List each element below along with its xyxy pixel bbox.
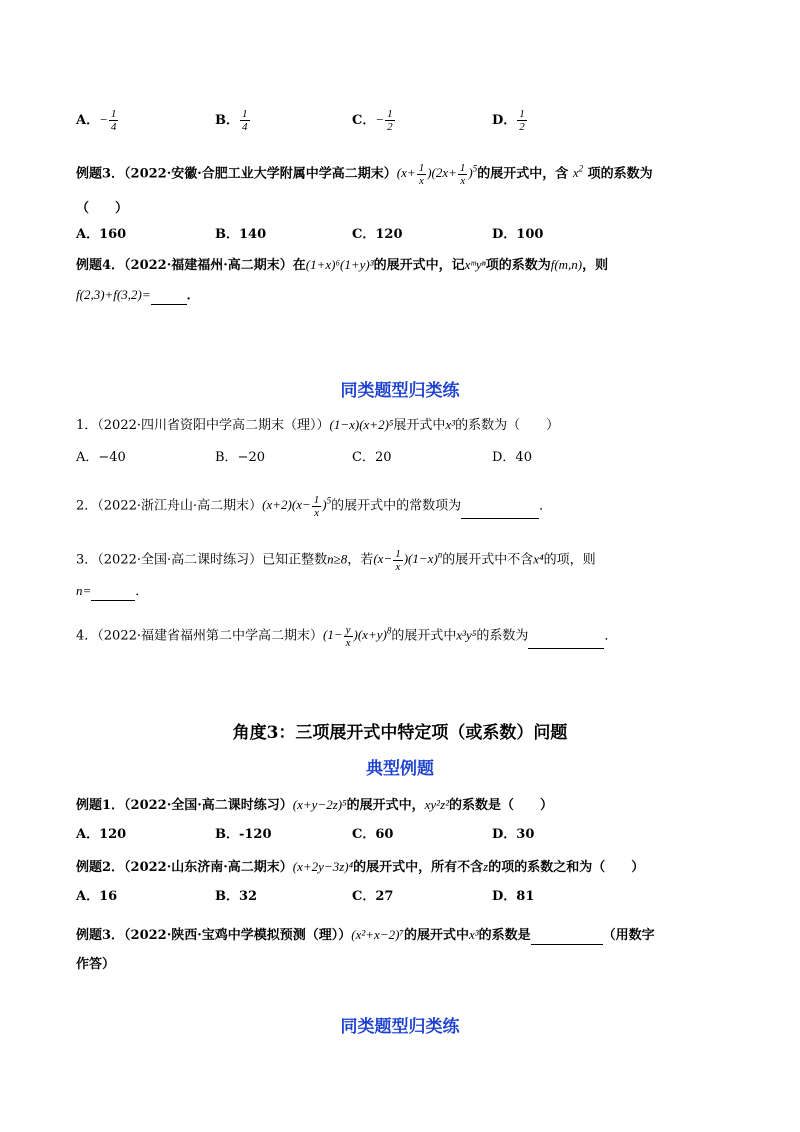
e1-question: 例题1．（2022·全国·高二课时练习）(x+y−2z)⁵的展开式中，xy²z²的系数是（ ） <box>76 797 554 813</box>
ex3-option-c: C．120 <box>352 227 403 242</box>
p1-option-c: C．20 <box>352 450 392 465</box>
e2-option-a: A．16 <box>76 889 118 904</box>
p1-option-b: B．−20 <box>215 450 265 465</box>
e3-question: 例题3．（2022·陕西·宝鸡中学模拟预测（理））(x²+x−2)⁷的展开式中x³的系数是 （用数字 <box>76 927 655 943</box>
section-heading-angle-3: 角度3：三项展开式中特定项（或系数）问题 <box>232 723 568 743</box>
practice-1-question: 1．（2022·四川省资阳中学高二期末（理））(1−x)(x+2)⁵展开式中x³的系数为（ ） <box>76 417 560 433</box>
e2-question: 例题2．（2022·山东济南·高二期末）(x+2y−3z)⁴的展开式中，所有不含z的项的系数之和为（ ） <box>76 859 645 875</box>
example-3-question: 例题3．（2022·安徽·合肥工业大学附属中学高二期末）(x+ $\frac{1}{x}$ )(2x+ $\frac{1}{x}$ )$^5$的展开式中，含 $x^2$ 项的系数为 <box>76 161 653 187</box>
section-heading-typical-examples: 典型例题 <box>366 759 434 779</box>
option-b: B． $\frac{1}{4}$ <box>215 108 248 133</box>
p1-option-d: D．40 <box>492 450 532 465</box>
option-d: D． $\frac{1}{2}$ <box>492 108 525 133</box>
ex3-option-d: D．100 <box>492 227 544 242</box>
e2-option-b: B．32 <box>215 889 258 904</box>
e2-option-d: D．81 <box>492 889 535 904</box>
example-4-line2: f(2,3)+f(3,2)= ． <box>76 287 200 303</box>
option-a: A．− $\frac{1}{4}$ <box>76 108 117 133</box>
e3-line2: 作答） <box>76 957 116 972</box>
e1-option-a: A．120 <box>76 827 127 842</box>
practice-2-question: 2．（2022·浙江舟山·高二期末）(x+2)(x− $\frac{1}{x}$ )$^5$的展开式中的常数项为 ． <box>76 493 553 519</box>
ex3-option-b: B．140 <box>215 227 267 242</box>
section-heading-practice-2: 同类题型归类练 <box>340 1017 460 1037</box>
p1-option-a: A．−40 <box>76 450 126 465</box>
example-4-question: 例题4．（2022·福建福州·高二期末）在(1+x)⁶(1+y)³的展开式中，记xᵐyⁿ项的系数为f(m,n)，则 <box>76 257 609 273</box>
practice-3-question: 3．（2022·全国·高二课时练习）已知正整数n≥8，若(x− $\frac{1}{x}$ )$(1-x)^n$的展开式中不含x⁴的项，则 <box>76 547 596 573</box>
section-heading-practice: 同类题型归类练 <box>340 381 460 401</box>
option-c: C．− $\frac{1}{2}$ <box>352 108 393 133</box>
ex3-option-a: A．160 <box>76 227 127 242</box>
practice-4-question: 4．（2022·福建省福州第二中学高二期末）(1− $\frac{y}{x}$ )$(x+y)^8$的展开式中x³y⁵的系数为 ． <box>76 623 618 649</box>
e1-option-c: C．60 <box>352 827 394 842</box>
e2-option-c: C．27 <box>352 889 394 904</box>
practice-3-line2: n= ． <box>76 583 149 599</box>
e1-option-b: B．-120 <box>215 827 272 842</box>
e1-option-d: D．30 <box>492 827 535 842</box>
example-3-paren: （ ） <box>76 201 129 216</box>
